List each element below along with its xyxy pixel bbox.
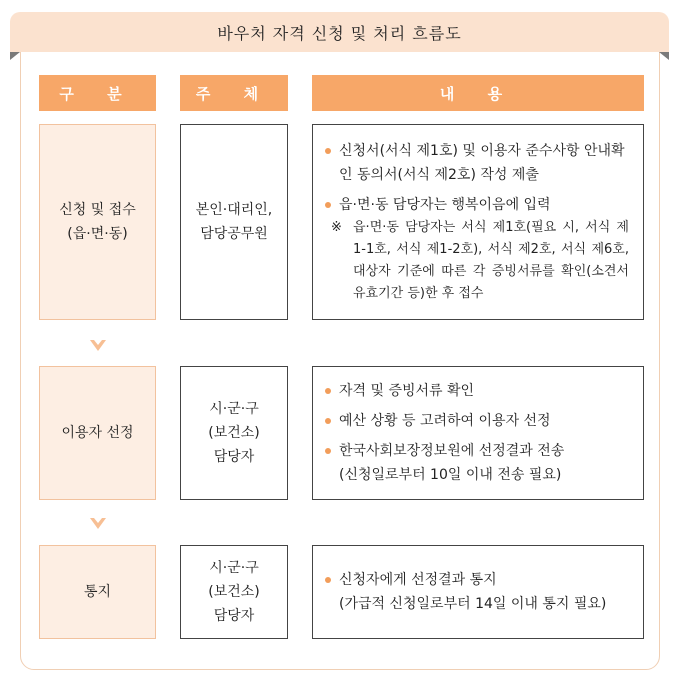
- row1-item-1: 신청서(서식 제1호) 및 이용자 준수사항 안내확인 동의서(서식 제2호) 작성 제출: [325, 139, 629, 187]
- flow-arrow-1: [90, 340, 106, 351]
- row3-subject: [180, 545, 288, 639]
- row3-content: [312, 545, 644, 639]
- flow-arrow-2: [90, 518, 106, 529]
- row3-item-1: 신청자에게 선정결과 통지: [325, 568, 629, 592]
- diagram-title: 바우처 자격 신청 및 처리 흐름도: [10, 12, 669, 52]
- row2-item-3: 한국사회보장정보원에 선정결과 전송: [325, 439, 629, 463]
- row2-subject-line3: 담당자: [213, 449, 255, 465]
- row2-item-1: 자격 및 증빙서류 확인: [325, 379, 629, 403]
- header-subject: 주 체: [180, 75, 288, 111]
- title-fold-left: [10, 52, 20, 60]
- row1-note-text: 읍·면·동 담당자는 서식 제1호(필요 시, 서식 제1-1호, 서식 제1-2호), 서식 제2호, 서식 제6호, 대상자 기준에 따른 각 증빙서류를 확인(소견서 유효기간 등)한 후 접수: [353, 220, 629, 301]
- row2-category-line1: 이용자 선정: [61, 425, 134, 441]
- header-category: 구 분: [39, 75, 156, 111]
- row2-category: [39, 366, 156, 500]
- note-mark: ※: [331, 220, 342, 235]
- row2-subject-line2: (보건소): [208, 425, 260, 441]
- row2-item-2: 예산 상황 등 고려하여 이용자 선정: [325, 409, 629, 433]
- row1-content: [312, 124, 644, 320]
- row2-content: [312, 366, 644, 500]
- row1-subject-line1: 본인·대리인,: [195, 202, 273, 218]
- row1-subject-line2: 담당공무원: [200, 226, 268, 242]
- row2-sub: (신청일로부터 10일 이내 전송 필요): [339, 467, 562, 483]
- row1-category-line2: (읍·면·동): [67, 226, 128, 242]
- row1-category-line1: 신청 및 접수: [59, 202, 136, 218]
- row3-category: [39, 545, 156, 639]
- row2-subject-line1: 시·군·구: [209, 401, 259, 417]
- row1-subject: [180, 124, 288, 320]
- row3-subject-line2: (보건소): [208, 584, 260, 600]
- row2-subject: [180, 366, 288, 500]
- header-content: 내 용: [312, 75, 644, 111]
- row3-sub: (가급적 신청일로부터 14일 이내 통지 필요): [339, 596, 607, 612]
- row3-subject-line1: 시·군·구: [209, 560, 259, 576]
- row3-subject-line3: 담당자: [213, 608, 255, 624]
- row3-category-line1: 통지: [83, 584, 112, 600]
- title-fold-right: [659, 52, 669, 60]
- row1-category: [39, 124, 156, 320]
- row1-note: [325, 217, 629, 305]
- row1-item-2: 읍·면·동 담당자는 행복이음에 입력: [325, 193, 629, 217]
